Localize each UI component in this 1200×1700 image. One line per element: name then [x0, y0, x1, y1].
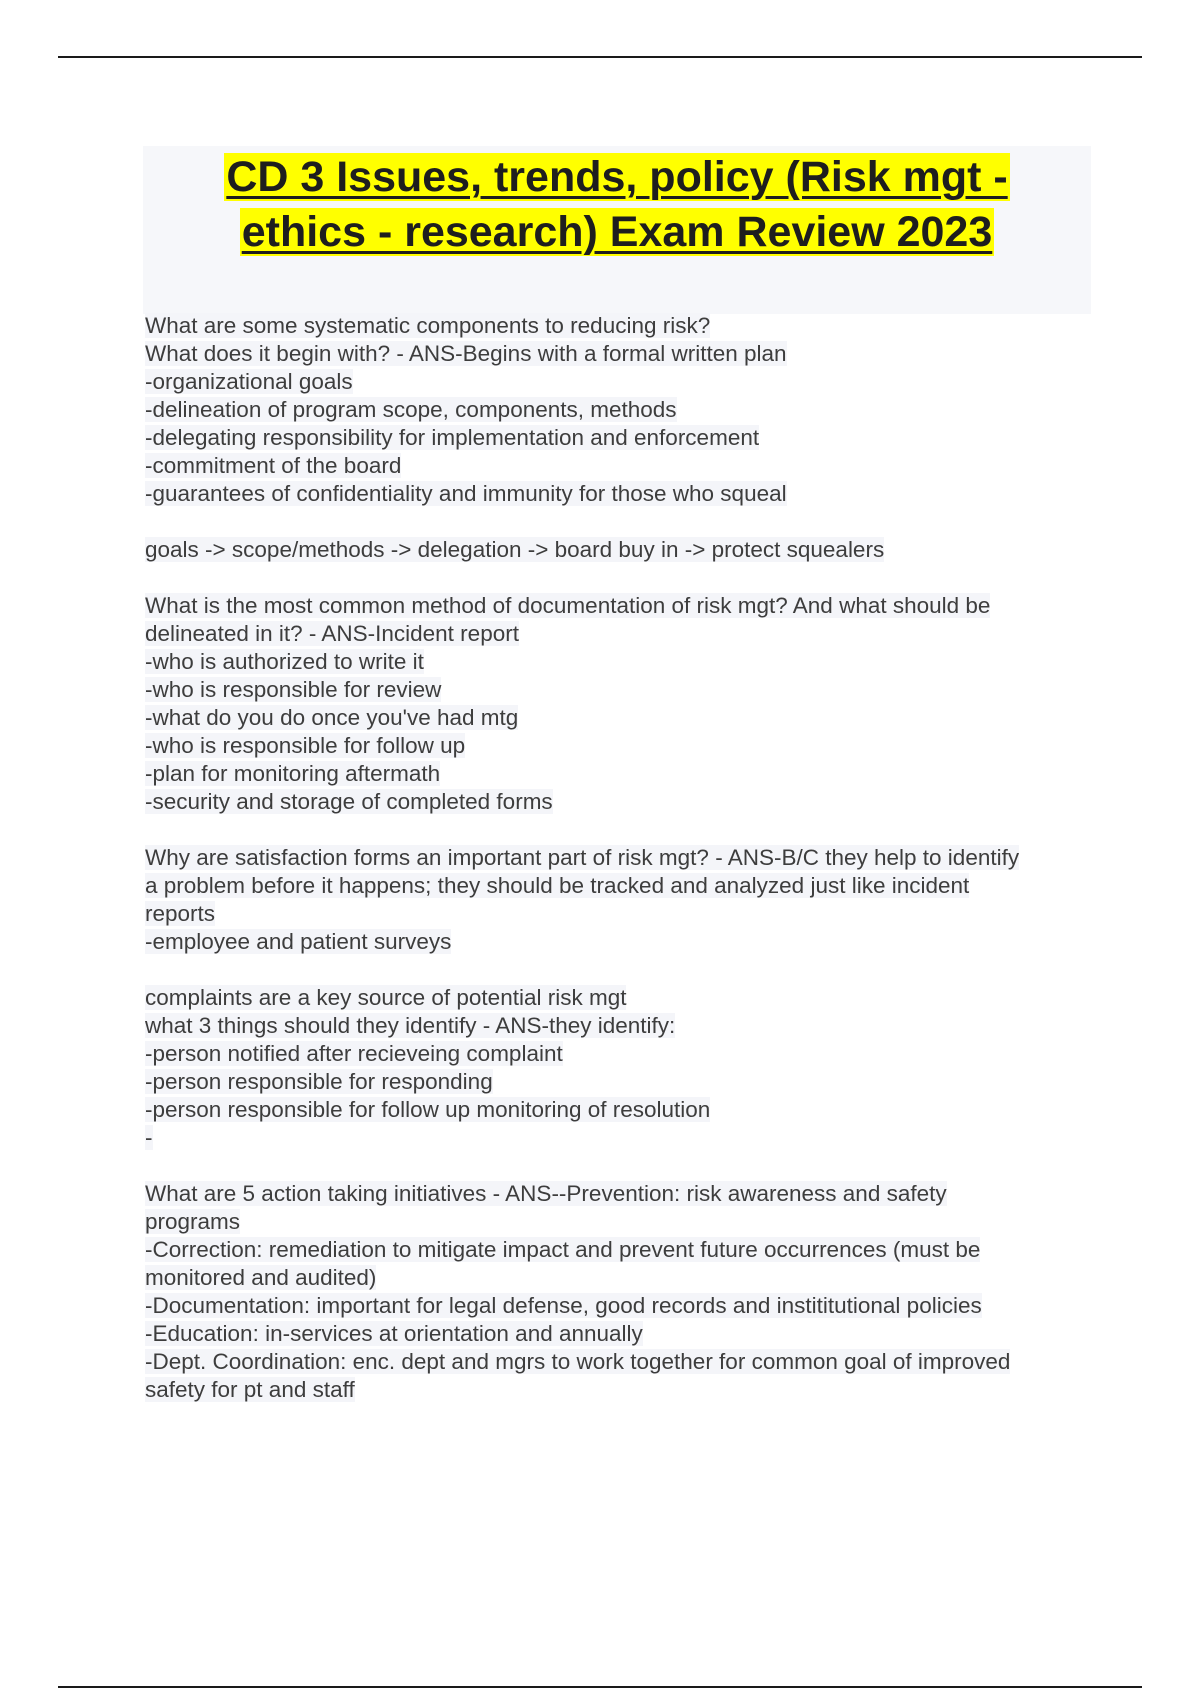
qa-block-2	[145, 592, 1095, 816]
text-line-content: What are 5 action taking initiatives - ANS--Prevention: risk awareness and safety	[145, 1181, 947, 1206]
text-line	[145, 732, 1095, 760]
document-body	[145, 312, 1095, 1432]
text-line-content: -what do you do once you've had mtg	[145, 705, 519, 730]
title-line-2: ethics - research) Exam Review 2023	[241, 208, 993, 256]
text-line-content: monitored and audited)	[145, 1265, 377, 1290]
text-line-content: -	[145, 1125, 153, 1150]
text-line-content: What does it begin with? - ANS-Begins with a formal written plan	[145, 341, 787, 366]
text-line	[145, 844, 1095, 872]
text-line-content: What is the most common method of documentation of risk mgt? And what should be	[145, 593, 991, 618]
text-line	[145, 452, 1095, 480]
text-line-content: -guarantees of confidentiality and immunity for those who squeal	[145, 481, 787, 506]
text-line	[145, 1068, 1095, 1096]
text-line-content: safety for pt and staff	[145, 1377, 355, 1402]
title-block	[143, 146, 1091, 314]
text-line	[145, 704, 1095, 732]
text-line	[145, 928, 1095, 956]
text-line-content: -who is authorized to write it	[145, 649, 424, 674]
text-line-content: -commitment of the board	[145, 453, 402, 478]
text-line	[145, 1236, 1095, 1264]
text-line	[145, 984, 1095, 1012]
text-line-content: a problem before it happens; they should be tracked and analyzed just like incident	[145, 873, 970, 898]
text-line-content: -Education: in-services at orientation and annually	[145, 1321, 643, 1346]
text-line	[145, 480, 1095, 508]
text-line	[145, 1208, 1095, 1236]
text-line	[145, 536, 1095, 564]
text-line-content: -person notified after recieveing complaint	[145, 1041, 563, 1066]
text-line	[145, 368, 1095, 396]
qa-block-5	[145, 1180, 1095, 1404]
text-line	[145, 676, 1095, 704]
text-line-content: -Documentation: important for legal defense, good records and instititutional policies	[145, 1293, 982, 1318]
text-line-content: -delineation of program scope, components, methods	[145, 397, 677, 422]
text-line-content: What are some systematic components to reducing risk?	[145, 313, 711, 338]
text-line	[145, 592, 1095, 620]
text-line	[145, 340, 1095, 368]
text-line	[145, 396, 1095, 424]
summary-block	[145, 536, 1095, 564]
text-line-content: -plan for monitoring aftermath	[145, 761, 441, 786]
text-line-content: -delegating responsibility for implementation and enforcement	[145, 425, 760, 450]
document-title	[143, 146, 1091, 260]
text-line	[145, 900, 1095, 928]
text-line	[145, 872, 1095, 900]
text-line	[145, 1096, 1095, 1124]
text-line	[145, 1264, 1095, 1292]
text-line-content: goals -> scope/methods -> delegation -> board buy in -> protect squealers	[145, 537, 885, 562]
text-line	[145, 1292, 1095, 1320]
text-line	[145, 424, 1095, 452]
text-line	[145, 1348, 1095, 1376]
text-line	[145, 312, 1095, 340]
qa-block-4	[145, 984, 1095, 1152]
qa-block-3	[145, 844, 1095, 956]
text-line	[145, 760, 1095, 788]
text-line-content: -who is responsible for review	[145, 677, 442, 702]
text-line	[145, 620, 1095, 648]
text-line	[145, 1180, 1095, 1208]
text-line	[145, 1040, 1095, 1068]
text-line	[145, 788, 1095, 816]
text-line-content: Why are satisfaction forms an important part of risk mgt? - ANS-B/C they help to identify	[145, 845, 1020, 870]
text-line-content: -Dept. Coordination: enc. dept and mgrs to work together for common goal of improved	[145, 1349, 1011, 1374]
text-line-content: complaints are a key source of potential risk mgt	[145, 985, 627, 1010]
text-line	[145, 1376, 1095, 1404]
bottom-rule	[58, 1686, 1142, 1688]
text-line-content: what 3 things should they identify - ANS-they identify:	[145, 1013, 676, 1038]
text-line-content: -Correction: remediation to mitigate impact and prevent future occurrences (must be	[145, 1237, 981, 1262]
text-line-content: -who is responsible for follow up	[145, 733, 466, 758]
text-line	[145, 1320, 1095, 1348]
text-line-content: programs	[145, 1209, 241, 1234]
text-line	[145, 648, 1095, 676]
text-line-content: -employee and patient surveys	[145, 929, 452, 954]
text-line-content: reports	[145, 901, 216, 926]
text-line-content: delineated in it? - ANS-Incident report	[145, 621, 519, 646]
text-line	[145, 1012, 1095, 1040]
qa-block-1	[145, 312, 1095, 508]
text-line-content: -person responsible for follow up monitoring of resolution	[145, 1097, 711, 1122]
text-line-content: -person responsible for responding	[145, 1069, 493, 1094]
text-line-content: -organizational goals	[145, 369, 353, 394]
text-line-content: -security and storage of completed forms	[145, 789, 553, 814]
title-line-1: CD 3 Issues, trends, policy (Risk mgt -	[226, 153, 1008, 201]
top-rule	[58, 56, 1142, 58]
text-line	[145, 1124, 1095, 1152]
